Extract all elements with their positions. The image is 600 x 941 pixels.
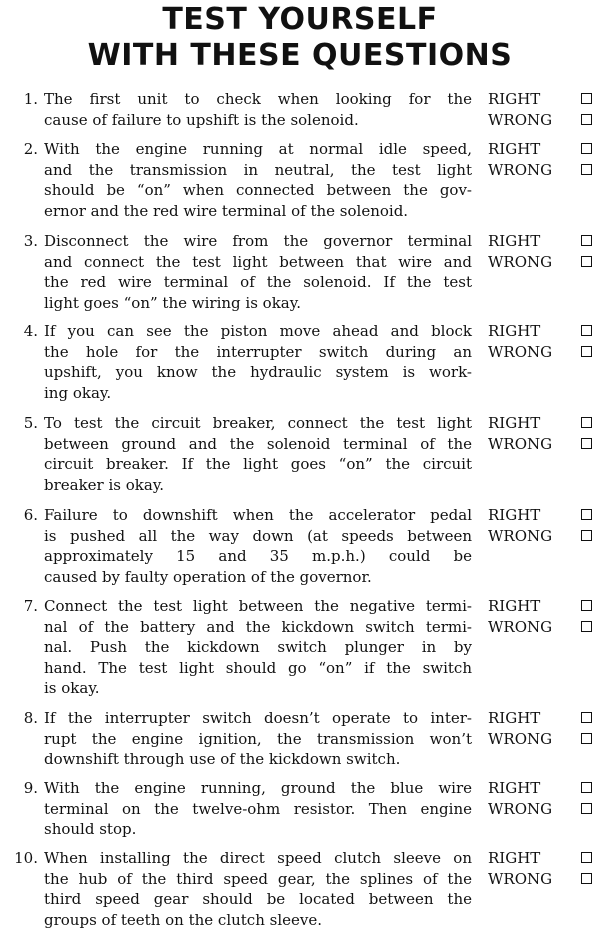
question-text-line: Failure to downshift when the accelerator pedal xyxy=(44,506,472,524)
answer-option-right[interactable] xyxy=(488,778,600,799)
question-number: 10. xyxy=(14,849,38,867)
question-text-line: With the engine running at normal idle speed, xyxy=(44,140,472,158)
answer-label-right: RIGHT xyxy=(488,140,541,158)
question-text-line: third speed gear should be located between the xyxy=(44,890,472,908)
answer-option-wrong[interactable] xyxy=(488,869,600,890)
question-number: 7. xyxy=(23,597,38,615)
answer-options xyxy=(488,505,600,546)
answer-checkbox-right[interactable] xyxy=(581,143,592,154)
question-text-line: ernor and the red wire terminal of the solenoid. xyxy=(44,201,409,220)
question-number: 2. xyxy=(23,140,38,158)
question-text-line: If the interrupter switch doesn’t operate to inter- xyxy=(44,709,472,727)
answer-options xyxy=(488,708,600,749)
question-text-line: the hole for the interrupter switch during an xyxy=(44,342,472,361)
answer-option-wrong[interactable] xyxy=(488,434,600,455)
question-text-line: cause of failure to upshift is the solenoid. xyxy=(44,110,359,129)
answer-option-right[interactable] xyxy=(488,708,600,729)
answer-checkbox-wrong[interactable] xyxy=(581,438,592,449)
question-text-line: should stop. xyxy=(44,820,137,838)
question-text-line: approximately 15 and 35 m.p.h.) could be xyxy=(44,547,472,565)
answer-option-wrong[interactable] xyxy=(488,342,600,363)
answer-checkbox-wrong[interactable] xyxy=(581,873,592,884)
answer-checkbox-wrong[interactable] xyxy=(581,733,592,744)
question-text-line: caused by faulty operation of the governor. xyxy=(44,567,372,586)
question-text xyxy=(44,778,472,840)
question-text-line: is pushed all the way down (at speeds between xyxy=(44,526,472,545)
question-text-line: nal of the battery and the kickdown switch termi- xyxy=(44,617,472,636)
question-text-line: is okay. xyxy=(44,679,100,697)
question-text-line: The first unit to check when looking for the xyxy=(44,90,472,108)
answer-checkbox-wrong[interactable] xyxy=(581,256,592,267)
answer-options xyxy=(488,778,600,819)
answer-option-wrong[interactable] xyxy=(488,617,600,638)
answer-checkbox-right[interactable] xyxy=(581,93,592,104)
question-text xyxy=(44,321,472,403)
question-number: 4. xyxy=(23,322,38,340)
answer-option-wrong[interactable] xyxy=(488,252,600,273)
question-text-line: the red wire terminal of the solenoid. If the test xyxy=(44,273,472,291)
answer-label-right: RIGHT xyxy=(488,232,541,250)
answer-label-right: RIGHT xyxy=(488,597,541,615)
answer-label-right: RIGHT xyxy=(488,506,541,524)
answer-label-right: RIGHT xyxy=(488,849,541,867)
answer-option-right[interactable] xyxy=(488,321,600,342)
question-text-line: downshift through use of the kickdown switch. xyxy=(44,750,401,768)
answer-options xyxy=(488,139,600,180)
page-title-line-2: WITH THESE QUESTIONS xyxy=(87,38,513,73)
answer-checkbox-wrong[interactable] xyxy=(581,164,592,175)
question-text-line: upshift, you know the hydraulic system is work- xyxy=(44,363,472,381)
question-text xyxy=(44,596,472,699)
answer-checkbox-right[interactable] xyxy=(581,235,592,246)
question-text-line: groups of teeth on the clutch sleeve. xyxy=(44,910,322,929)
question-text-line: breaker is okay. xyxy=(44,475,165,494)
question-text-line: Connect the test light between the negative termi- xyxy=(44,597,472,615)
answer-checkbox-right[interactable] xyxy=(581,509,592,520)
question-text-line: To test the circuit breaker, connect the test light xyxy=(44,414,472,432)
answer-checkbox-wrong[interactable] xyxy=(581,114,592,125)
question-text-line: nal. Push the kickdown switch plunger in by xyxy=(44,638,472,656)
page-title-line-1: TEST YOURSELF xyxy=(162,2,438,37)
question-text xyxy=(44,708,472,770)
question-text-line: and the transmission in neutral, the test light xyxy=(44,160,472,179)
answer-label-wrong: WRONG xyxy=(488,434,553,453)
answer-option-wrong[interactable] xyxy=(488,799,600,820)
question-text xyxy=(44,231,472,313)
answer-label-wrong: WRONG xyxy=(488,869,553,888)
question-text-line: and connect the test light between that wire and xyxy=(44,252,472,271)
question-number: 9. xyxy=(23,779,38,797)
question-text xyxy=(44,505,472,587)
question-text-line: rupt the engine ignition, the transmission won’t xyxy=(44,729,472,748)
question-text xyxy=(44,848,472,930)
question-text xyxy=(44,139,472,221)
question-text-line: should be “on” when connected between the gov- xyxy=(44,181,472,199)
question-text-line: With the engine running, ground the blue wire xyxy=(44,779,472,797)
answer-options xyxy=(488,413,600,454)
question-text-line: the hub of the third speed gear, the splines of the xyxy=(44,869,472,888)
answer-option-wrong[interactable] xyxy=(488,729,600,750)
question-text-line: ing okay. xyxy=(44,383,112,402)
question-text-line: When installing the direct speed clutch sleeve on xyxy=(44,849,472,867)
answer-options xyxy=(488,321,600,362)
answer-checkbox-wrong[interactable] xyxy=(581,530,592,541)
answer-option-wrong[interactable] xyxy=(488,160,600,181)
answer-option-right[interactable] xyxy=(488,413,600,434)
answer-checkbox-right[interactable] xyxy=(581,852,592,863)
answer-label-wrong: WRONG xyxy=(488,617,553,636)
answer-label-wrong: WRONG xyxy=(488,729,553,748)
answer-checkbox-wrong[interactable] xyxy=(581,803,592,814)
answer-label-right: RIGHT xyxy=(488,779,541,797)
question-number: 1. xyxy=(23,90,38,108)
question-number: 6. xyxy=(23,506,38,524)
answer-checkbox-right[interactable] xyxy=(581,712,592,723)
question-text-line: Disconnect the wire from the governor terminal xyxy=(44,232,472,250)
question-text-line: hand. The test light should go “on” if the switch xyxy=(44,658,472,677)
question-text-line: terminal on the twelve-ohm resistor. Then engine xyxy=(44,799,472,818)
question-number: 3. xyxy=(23,232,38,250)
answer-label-wrong: WRONG xyxy=(488,526,553,545)
answer-label-right: RIGHT xyxy=(488,414,541,432)
question-text-line: circuit breaker. If the light goes “on” the circuit xyxy=(44,455,472,473)
answer-options xyxy=(488,848,600,889)
answer-option-right[interactable] xyxy=(488,848,600,869)
answer-checkbox-right[interactable] xyxy=(581,417,592,428)
answer-option-right[interactable] xyxy=(488,139,600,160)
answer-label-right: RIGHT xyxy=(488,90,541,108)
answer-label-wrong: WRONG xyxy=(488,342,553,361)
answer-options xyxy=(488,231,600,272)
question-text-line: between ground and the solenoid terminal of the xyxy=(44,434,472,453)
answer-label-wrong: WRONG xyxy=(488,110,553,129)
answer-option-right[interactable] xyxy=(488,505,600,526)
answer-checkbox-wrong[interactable] xyxy=(581,346,592,357)
answer-label-wrong: WRONG xyxy=(488,160,553,179)
answer-checkbox-right[interactable] xyxy=(581,600,592,611)
answer-checkbox-wrong[interactable] xyxy=(581,621,592,632)
answer-label-right: RIGHT xyxy=(488,709,541,727)
answer-checkbox-right[interactable] xyxy=(581,325,592,336)
answer-option-wrong[interactable] xyxy=(488,110,600,131)
answer-option-right[interactable] xyxy=(488,89,600,110)
question-text-line: light goes “on” the wiring is okay. xyxy=(44,293,301,312)
question-number: 5. xyxy=(23,414,38,432)
question-text xyxy=(44,413,472,495)
answer-label-right: RIGHT xyxy=(488,322,541,340)
question-text-line: If you can see the piston move ahead and block xyxy=(44,322,472,340)
answer-label-wrong: WRONG xyxy=(488,799,553,818)
answer-options xyxy=(488,89,600,130)
answer-options xyxy=(488,596,600,637)
answer-checkbox-right[interactable] xyxy=(581,782,592,793)
answer-label-wrong: WRONG xyxy=(488,252,553,271)
answer-option-right[interactable] xyxy=(488,596,600,617)
answer-option-right[interactable] xyxy=(488,231,600,252)
question-number: 8. xyxy=(23,709,38,727)
question-text xyxy=(44,89,472,130)
answer-option-wrong[interactable] xyxy=(488,526,600,547)
